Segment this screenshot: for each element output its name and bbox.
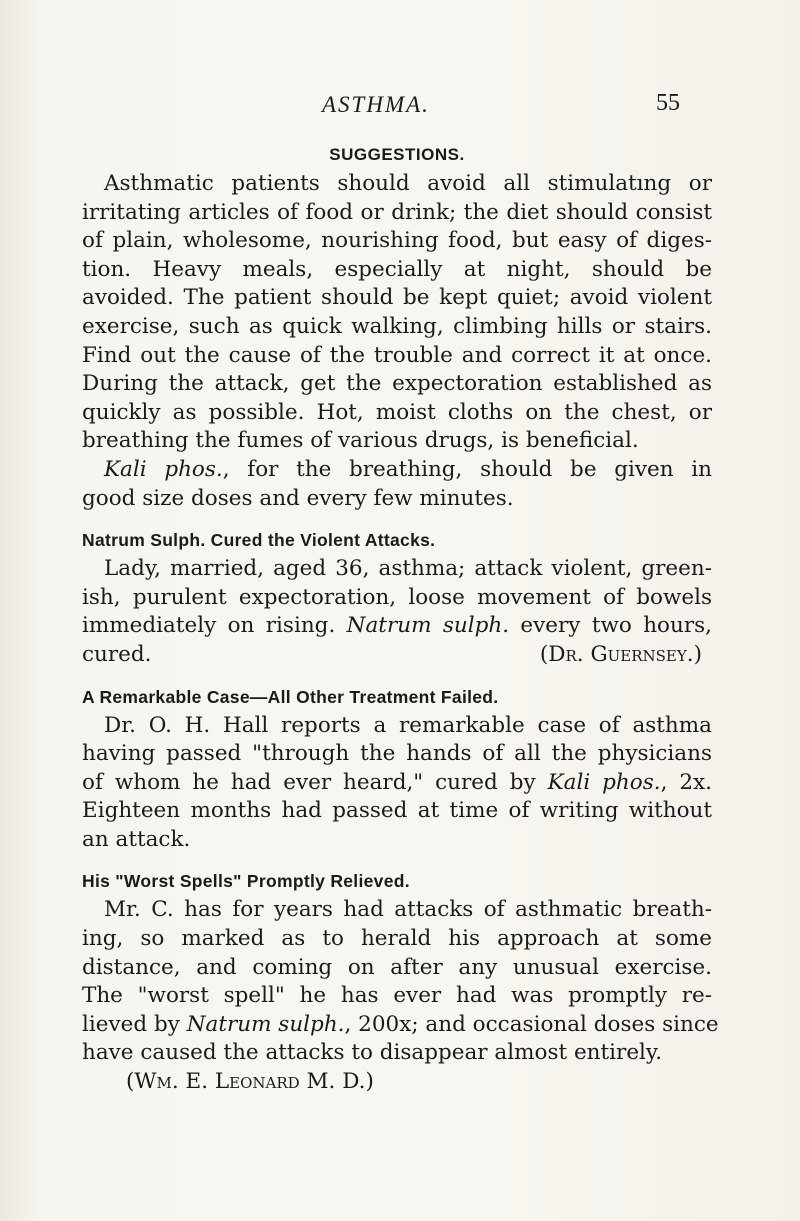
remedy-name: Kali phos. xyxy=(104,456,223,482)
running-title: ASTHMA. xyxy=(322,92,430,117)
suggestions-line: irritating articles of food or drink; the diet should consist xyxy=(82,199,712,225)
suggestions-line: Asthmatic patients should avoid all stimulatıng or xyxy=(104,171,712,196)
page-number: 55 xyxy=(656,90,680,116)
suggestions-line: avoided. The patient should be kept quiet; avoid violent xyxy=(82,285,712,311)
natrum-line: ish, purulent expectoration, loose movement of bowels xyxy=(82,584,712,610)
suggestions-line: During the attack, get the expectoration established as xyxy=(82,371,712,397)
worst-line: have caused the attacks to disappear almost entirely. xyxy=(82,1040,663,1066)
signature: (Wm. E. Leonard M. D.) xyxy=(126,1069,374,1095)
suggestions-line: exercise, such as quick walking, climbing hills or stairs. xyxy=(82,313,712,339)
signature-line xyxy=(82,1068,712,1097)
remedy-name: Natrum sulph. xyxy=(346,613,510,639)
suggestions-line: quickly as possible. Hot, moist cloths on the chest, or xyxy=(82,399,712,425)
natrum-closing-line xyxy=(82,641,712,670)
remarkable-text: , 2x. xyxy=(660,769,712,795)
natrum-line: Lady, married, aged 36, asthma; attack violent, green- xyxy=(104,556,712,582)
natrum-text: immediately on rising. xyxy=(82,613,347,639)
worst-spells-heading: His "Worst Spells" Promptly Relieved. xyxy=(82,871,410,892)
worst-line: ing, so marked as to herald his approach at some xyxy=(82,926,712,952)
suggestions-heading: SUGGESTIONS. xyxy=(329,145,465,164)
remarkable-line: Eighteen months had passed at time of writing without xyxy=(82,798,712,824)
natrum-line xyxy=(82,612,712,641)
suggestions-line: of plain, wholesome, nourishing food, but easy of diges- xyxy=(82,228,712,254)
natrum-heading: Natrum Sulph. Cured the Violent Attacks. xyxy=(82,530,436,551)
remedy-name: Natrum sulph. xyxy=(186,1011,345,1037)
worst-text: lieved by xyxy=(82,1011,187,1037)
suggestions-line: tion. Heavy meals, especially at night, should be xyxy=(82,256,712,282)
remarkable-line: an attack. xyxy=(82,826,191,852)
natrum-result: cured. xyxy=(82,641,152,667)
suggestions-line: breathing the fumes of various drugs, is beneficial. xyxy=(82,428,639,454)
worst-line: Mr. C. has for years had attacks of asthmatic breath- xyxy=(104,897,712,923)
worst-text: , 200x; and occasional doses since xyxy=(344,1011,719,1037)
suggestions-line: Find out the cause of the trouble and correct it at once. xyxy=(82,342,712,368)
remarkable-heading: A Remarkable Case—All Other Treatment Failed. xyxy=(82,686,499,707)
remarkable-line: having passed "through the hands of all the physicians xyxy=(82,741,712,767)
kali-phos-text: , for the breathing, should be given in xyxy=(222,456,712,482)
remarkable-text: of whom he had ever heard," cured by xyxy=(82,769,548,795)
suggestions-line: good size doses and every few minutes. xyxy=(82,485,514,511)
worst-line: distance, and coming on after any unusual exercise. xyxy=(82,954,712,980)
remarkable-line xyxy=(82,769,712,798)
page-body xyxy=(82,140,719,1097)
kali-phos-line xyxy=(82,456,712,485)
worst-line xyxy=(82,1011,719,1040)
worst-line: The "worst spell" he has ever had was promptly re- xyxy=(82,983,712,1009)
remarkable-line: Dr. O. H. Hall reports a remarkable case of asthma xyxy=(104,712,712,738)
natrum-text: every two hours, xyxy=(509,613,712,639)
signature: (Dr. Guernsey.) xyxy=(539,641,702,667)
remedy-name: Kali phos. xyxy=(547,769,661,795)
